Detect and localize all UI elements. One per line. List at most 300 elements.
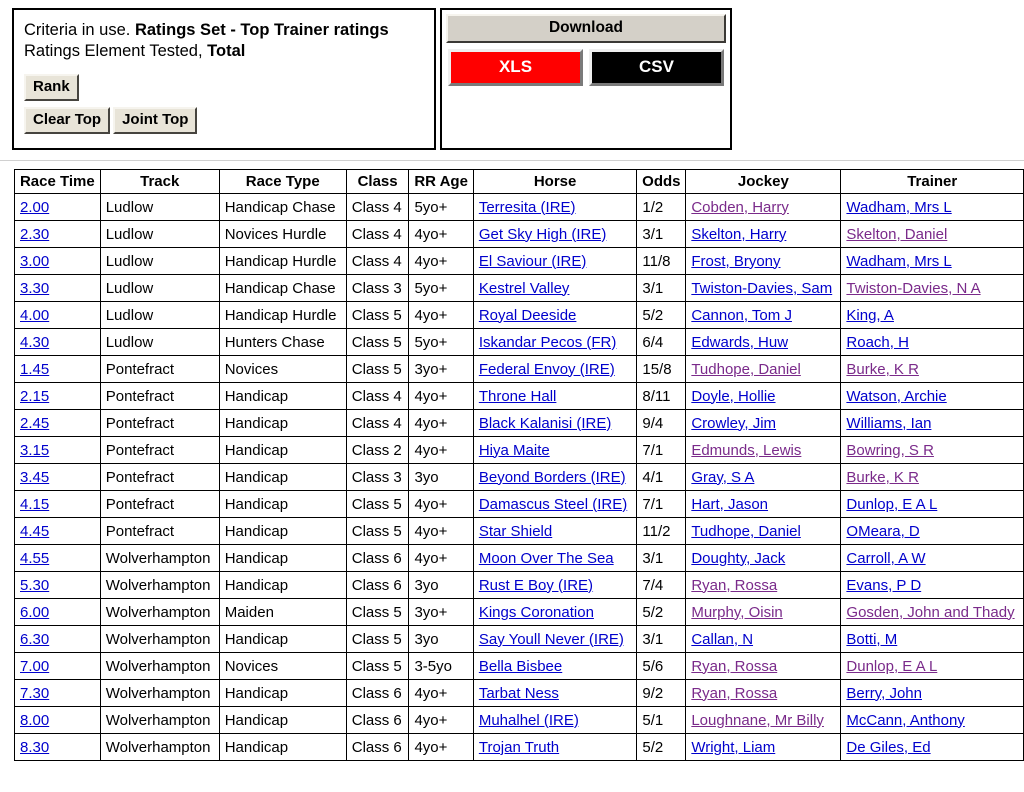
horse-link[interactable]: Kings Coronation bbox=[478, 603, 594, 621]
criteria-set-value: Ratings Set - Top Trainer ratings bbox=[134, 21, 389, 39]
trainer-link[interactable]: Skelton, Daniel bbox=[846, 225, 948, 243]
race-time-link[interactable]: 3.30 bbox=[20, 279, 50, 297]
race-time-cell bbox=[15, 383, 101, 410]
jockey-link[interactable]: Callan, N bbox=[691, 630, 754, 648]
jockey-cell bbox=[686, 599, 841, 626]
trainer-cell bbox=[841, 302, 1024, 329]
horse-cell bbox=[473, 653, 637, 680]
track-cell: Wolverhampton bbox=[100, 734, 219, 761]
jockey-cell bbox=[686, 680, 841, 707]
table-row bbox=[15, 707, 1024, 734]
trainer-cell bbox=[841, 356, 1024, 383]
odds-cell: 5/1 bbox=[637, 707, 686, 734]
table-row bbox=[15, 653, 1024, 680]
column-header-track: Track bbox=[100, 170, 219, 194]
race-type-cell: Handicap bbox=[219, 545, 346, 572]
criteria-element-prefix: Ratings Element Tested, bbox=[24, 42, 203, 61]
column-header-race-type: Race Type bbox=[219, 170, 346, 194]
rr-age-cell: 3-5yo bbox=[409, 653, 473, 680]
rr-age-cell: 4yo+ bbox=[409, 491, 473, 518]
race-time-cell bbox=[15, 518, 101, 545]
track-cell: Ludlow bbox=[100, 275, 219, 302]
horse-cell bbox=[473, 275, 637, 302]
class-cell: Class 4 bbox=[346, 410, 409, 437]
trainer-link[interactable]: King, A bbox=[846, 306, 894, 324]
table-row bbox=[15, 491, 1024, 518]
table-row bbox=[15, 383, 1024, 410]
horse-cell bbox=[473, 734, 637, 761]
race-time-cell bbox=[15, 410, 101, 437]
rr-age-cell: 4yo+ bbox=[409, 437, 473, 464]
class-cell: Class 2 bbox=[346, 437, 409, 464]
jockey-link[interactable]: Frost, Bryony bbox=[691, 252, 781, 270]
class-cell: Class 6 bbox=[346, 734, 409, 761]
odds-cell: 4/1 bbox=[637, 464, 686, 491]
jockey-link[interactable]: Loughnane, Mr Billy bbox=[691, 711, 824, 729]
table-row bbox=[15, 545, 1024, 572]
horse-link[interactable]: Royal Deeside bbox=[478, 306, 577, 324]
column-header-horse: Horse bbox=[473, 170, 637, 194]
rr-age-cell: 4yo+ bbox=[409, 383, 473, 410]
rank-button[interactable]: Rank bbox=[24, 74, 79, 101]
column-header-jockey: Jockey bbox=[686, 170, 841, 194]
horse-link[interactable]: Beyond Borders (IRE) bbox=[478, 468, 626, 486]
odds-cell: 1/2 bbox=[637, 194, 686, 221]
jockey-cell bbox=[686, 248, 841, 275]
race-time-link[interactable]: 4.30 bbox=[20, 333, 50, 351]
odds-cell: 6/4 bbox=[637, 329, 686, 356]
jockey-link[interactable]: Doughty, Jack bbox=[691, 549, 786, 567]
track-cell: Ludlow bbox=[100, 221, 219, 248]
joint-top-button[interactable]: Joint Top bbox=[113, 107, 197, 134]
horse-link[interactable]: Moon Over The Sea bbox=[478, 549, 614, 567]
horse-link[interactable]: Trojan Truth bbox=[478, 738, 560, 756]
column-header-trainer: Trainer bbox=[841, 170, 1024, 194]
jockey-cell bbox=[686, 491, 841, 518]
jockey-link[interactable]: Murphy, Oisin bbox=[691, 603, 783, 621]
horse-cell bbox=[473, 383, 637, 410]
rr-age-cell: 3yo+ bbox=[409, 356, 473, 383]
jockey-link[interactable]: Skelton, Harry bbox=[691, 225, 787, 243]
trainer-cell bbox=[841, 653, 1024, 680]
clear-top-button[interactable]: Clear Top bbox=[24, 107, 110, 134]
table-row bbox=[15, 599, 1024, 626]
odds-cell: 5/2 bbox=[637, 734, 686, 761]
trainer-cell bbox=[841, 275, 1024, 302]
horse-link[interactable]: Tarbat Ness bbox=[478, 684, 559, 702]
race-time-link[interactable]: 2.00 bbox=[20, 198, 50, 216]
race-time-link[interactable]: 2.45 bbox=[20, 414, 50, 432]
race-time-link[interactable]: 7.30 bbox=[20, 684, 50, 702]
horse-link[interactable]: Throne Hall bbox=[478, 387, 557, 405]
trainer-link[interactable]: Gosden, John and Thady bbox=[846, 603, 1015, 621]
race-type-cell: Novices Hurdle bbox=[219, 221, 346, 248]
jockey-link[interactable]: Hart, Jason bbox=[691, 495, 769, 513]
horse-cell bbox=[473, 491, 637, 518]
race-time-cell bbox=[15, 572, 101, 599]
race-time-link[interactable]: 3.45 bbox=[20, 468, 50, 486]
horse-link[interactable]: Kestrel Valley bbox=[478, 279, 570, 297]
race-type-cell: Handicap bbox=[219, 626, 346, 653]
trainer-link[interactable]: De Giles, Ed bbox=[846, 738, 931, 756]
horse-cell bbox=[473, 707, 637, 734]
trainer-link[interactable]: Dunlop, E A L bbox=[846, 495, 938, 513]
track-cell: Ludlow bbox=[100, 329, 219, 356]
odds-cell: 7/4 bbox=[637, 572, 686, 599]
jockey-cell bbox=[686, 518, 841, 545]
rr-age-cell: 4yo+ bbox=[409, 410, 473, 437]
horse-cell bbox=[473, 221, 637, 248]
horse-cell bbox=[473, 248, 637, 275]
horse-link[interactable]: Star Shield bbox=[478, 522, 553, 540]
trainer-link[interactable]: Botti, M bbox=[846, 630, 898, 648]
track-cell: Wolverhampton bbox=[100, 545, 219, 572]
trainer-link[interactable]: Berry, John bbox=[846, 684, 922, 702]
class-cell: Class 5 bbox=[346, 626, 409, 653]
race-time-cell bbox=[15, 329, 101, 356]
jockey-cell bbox=[686, 194, 841, 221]
rr-age-cell: 4yo+ bbox=[409, 707, 473, 734]
class-cell: Class 5 bbox=[346, 518, 409, 545]
table-row bbox=[15, 518, 1024, 545]
race-time-link[interactable]: 6.30 bbox=[20, 630, 50, 648]
download-csv-button[interactable]: CSV bbox=[589, 49, 724, 86]
trainer-link[interactable]: McCann, Anthony bbox=[846, 711, 965, 729]
trainer-cell bbox=[841, 194, 1024, 221]
trainer-link[interactable]: Wadham, Mrs L bbox=[846, 252, 952, 270]
class-cell: Class 3 bbox=[346, 464, 409, 491]
jockey-link[interactable]: Doyle, Hollie bbox=[691, 387, 776, 405]
column-header-odds: Odds bbox=[637, 170, 686, 194]
jockey-cell bbox=[686, 626, 841, 653]
horse-cell bbox=[473, 545, 637, 572]
class-cell: Class 5 bbox=[346, 653, 409, 680]
race-time-cell bbox=[15, 626, 101, 653]
horse-cell bbox=[473, 194, 637, 221]
race-time-link[interactable]: 6.00 bbox=[20, 603, 50, 621]
trainer-cell bbox=[841, 248, 1024, 275]
jockey-link[interactable]: Ryan, Rossa bbox=[691, 657, 778, 675]
jockey-link[interactable]: Wright, Liam bbox=[691, 738, 776, 756]
jockey-cell bbox=[686, 545, 841, 572]
odds-cell: 9/4 bbox=[637, 410, 686, 437]
class-cell: Class 5 bbox=[346, 356, 409, 383]
track-cell: Wolverhampton bbox=[100, 572, 219, 599]
horse-cell bbox=[473, 464, 637, 491]
horse-cell bbox=[473, 518, 637, 545]
table-row bbox=[15, 221, 1024, 248]
class-cell: Class 4 bbox=[346, 221, 409, 248]
horse-link[interactable]: Rust E Boy (IRE) bbox=[478, 576, 594, 594]
trainer-cell bbox=[841, 707, 1024, 734]
race-time-link[interactable]: 8.30 bbox=[20, 738, 50, 756]
trainer-cell bbox=[841, 383, 1024, 410]
trainer-cell bbox=[841, 680, 1024, 707]
track-cell: Pontefract bbox=[100, 410, 219, 437]
race-type-cell: Handicap bbox=[219, 680, 346, 707]
jockey-cell bbox=[686, 653, 841, 680]
track-cell: Ludlow bbox=[100, 194, 219, 221]
download-xls-button[interactable]: XLS bbox=[448, 49, 583, 86]
trainer-link[interactable]: Burke, K R bbox=[846, 468, 919, 486]
race-type-cell: Handicap Chase bbox=[219, 194, 346, 221]
class-cell: Class 5 bbox=[346, 491, 409, 518]
trainer-link[interactable]: Evans, P D bbox=[846, 576, 922, 594]
track-cell: Pontefract bbox=[100, 383, 219, 410]
trainer-cell bbox=[841, 518, 1024, 545]
horse-cell bbox=[473, 302, 637, 329]
race-time-cell bbox=[15, 194, 101, 221]
race-time-link[interactable]: 1.45 bbox=[20, 360, 50, 378]
horse-link[interactable]: Muhalhel (IRE) bbox=[478, 711, 579, 729]
table-row bbox=[15, 680, 1024, 707]
rr-age-cell: 4yo+ bbox=[409, 545, 473, 572]
track-cell: Pontefract bbox=[100, 464, 219, 491]
jockey-cell bbox=[686, 464, 841, 491]
jockey-cell bbox=[686, 275, 841, 302]
jockey-cell bbox=[686, 734, 841, 761]
class-cell: Class 5 bbox=[346, 302, 409, 329]
jockey-cell bbox=[686, 572, 841, 599]
results-table bbox=[14, 169, 1024, 761]
track-cell: Wolverhampton bbox=[100, 707, 219, 734]
class-cell: Class 6 bbox=[346, 572, 409, 599]
rr-age-cell: 5yo+ bbox=[409, 194, 473, 221]
race-time-cell bbox=[15, 734, 101, 761]
class-cell: Class 6 bbox=[346, 707, 409, 734]
rr-age-cell: 4yo+ bbox=[409, 680, 473, 707]
table-row bbox=[15, 302, 1024, 329]
results-table-container bbox=[0, 161, 1024, 761]
jockey-link[interactable]: Edwards, Huw bbox=[691, 333, 789, 351]
horse-link[interactable]: El Saviour (IRE) bbox=[478, 252, 587, 270]
trainer-cell bbox=[841, 464, 1024, 491]
race-type-cell: Handicap bbox=[219, 734, 346, 761]
odds-cell: 15/8 bbox=[637, 356, 686, 383]
trainer-cell bbox=[841, 545, 1024, 572]
horse-link[interactable]: Damascus Steel (IRE) bbox=[478, 495, 628, 513]
jockey-link[interactable]: Cobden, Harry bbox=[691, 198, 789, 216]
class-cell: Class 3 bbox=[346, 275, 409, 302]
race-type-cell: Handicap Chase bbox=[219, 275, 346, 302]
odds-cell: 3/1 bbox=[637, 275, 686, 302]
odds-cell: 11/2 bbox=[637, 518, 686, 545]
class-cell: Class 4 bbox=[346, 194, 409, 221]
race-type-cell: Handicap Hurdle bbox=[219, 302, 346, 329]
jockey-link[interactable]: Gray, S A bbox=[691, 468, 755, 486]
track-cell: Wolverhampton bbox=[100, 626, 219, 653]
trainer-link[interactable]: Burke, K R bbox=[846, 360, 919, 378]
race-type-cell: Novices bbox=[219, 356, 346, 383]
race-type-cell: Handicap bbox=[219, 410, 346, 437]
table-row bbox=[15, 734, 1024, 761]
race-time-link[interactable]: 4.00 bbox=[20, 306, 50, 324]
criteria-element-line bbox=[24, 41, 426, 62]
jockey-link[interactable]: Ryan, Rossa bbox=[691, 576, 778, 594]
race-time-link[interactable]: 4.45 bbox=[20, 522, 50, 540]
rr-age-cell: 4yo+ bbox=[409, 248, 473, 275]
odds-cell: 11/8 bbox=[637, 248, 686, 275]
race-type-cell: Handicap bbox=[219, 491, 346, 518]
track-cell: Ludlow bbox=[100, 248, 219, 275]
horse-cell bbox=[473, 626, 637, 653]
race-time-cell bbox=[15, 356, 101, 383]
race-type-cell: Handicap bbox=[219, 518, 346, 545]
trainer-link[interactable]: Carroll, A W bbox=[846, 549, 926, 567]
race-time-link[interactable]: 4.15 bbox=[20, 495, 50, 513]
trainer-link[interactable]: Dunlop, E A L bbox=[846, 657, 938, 675]
horse-link[interactable]: Get Sky High (IRE) bbox=[478, 225, 607, 243]
race-time-link[interactable]: 2.15 bbox=[20, 387, 50, 405]
race-time-cell bbox=[15, 275, 101, 302]
race-type-cell: Handicap bbox=[219, 383, 346, 410]
download-buttons bbox=[446, 49, 726, 86]
track-cell: Pontefract bbox=[100, 491, 219, 518]
jockey-link[interactable]: Tudhope, Daniel bbox=[691, 522, 801, 540]
race-time-link[interactable]: 2.30 bbox=[20, 225, 50, 243]
horse-cell bbox=[473, 437, 637, 464]
horse-link[interactable]: Federal Envoy (IRE) bbox=[478, 360, 615, 378]
column-header-race-time: Race Time bbox=[15, 170, 101, 194]
jockey-cell bbox=[686, 383, 841, 410]
trainer-link[interactable]: Wadham, Mrs L bbox=[846, 198, 952, 216]
horse-cell bbox=[473, 599, 637, 626]
rr-age-cell: 4yo+ bbox=[409, 734, 473, 761]
table-row bbox=[15, 626, 1024, 653]
trainer-link[interactable]: Roach, H bbox=[846, 333, 909, 351]
trainer-cell bbox=[841, 410, 1024, 437]
jockey-link[interactable]: Edmunds, Lewis bbox=[691, 441, 802, 459]
horse-link[interactable]: Hiya Maite bbox=[478, 441, 550, 459]
criteria-element-value: Total bbox=[207, 42, 246, 61]
rr-age-cell: 4yo+ bbox=[409, 302, 473, 329]
trainer-cell bbox=[841, 437, 1024, 464]
track-cell: Ludlow bbox=[100, 302, 219, 329]
table-row bbox=[15, 572, 1024, 599]
odds-cell: 3/1 bbox=[637, 545, 686, 572]
trainer-cell bbox=[841, 626, 1024, 653]
trainer-cell bbox=[841, 572, 1024, 599]
race-time-cell bbox=[15, 707, 101, 734]
horse-cell bbox=[473, 329, 637, 356]
trainer-link[interactable]: OMeara, D bbox=[846, 522, 920, 540]
trainer-cell bbox=[841, 491, 1024, 518]
race-type-cell: Maiden bbox=[219, 599, 346, 626]
track-cell: Pontefract bbox=[100, 518, 219, 545]
horse-link[interactable]: Bella Bisbee bbox=[478, 657, 563, 675]
odds-cell: 7/1 bbox=[637, 437, 686, 464]
table-row bbox=[15, 329, 1024, 356]
race-type-cell: Handicap bbox=[219, 707, 346, 734]
column-header-class: Class bbox=[346, 170, 409, 194]
rank-row bbox=[24, 74, 426, 101]
criteria-prefix: Criteria in use. bbox=[24, 21, 131, 39]
race-time-link[interactable]: 8.00 bbox=[20, 711, 50, 729]
race-time-link[interactable]: 3.00 bbox=[20, 252, 50, 270]
jockey-link[interactable]: Crowley, Jim bbox=[691, 414, 777, 432]
race-time-cell bbox=[15, 491, 101, 518]
horse-link[interactable]: Iskandar Pecos (FR) bbox=[478, 333, 617, 351]
trainer-link[interactable]: Bowring, S R bbox=[846, 441, 934, 459]
table-row bbox=[15, 356, 1024, 383]
race-time-cell bbox=[15, 653, 101, 680]
rr-age-cell: 3yo bbox=[409, 626, 473, 653]
top-buttons-row bbox=[24, 107, 426, 134]
table-row bbox=[15, 464, 1024, 491]
jockey-link[interactable]: Cannon, Tom J bbox=[691, 306, 792, 324]
odds-cell: 5/6 bbox=[637, 653, 686, 680]
trainer-link[interactable]: Williams, Ian bbox=[846, 414, 932, 432]
race-time-link[interactable]: 4.55 bbox=[20, 549, 50, 567]
horse-link[interactable]: Say Youll Never (IRE) bbox=[478, 630, 624, 648]
race-type-cell: Handicap bbox=[219, 437, 346, 464]
race-type-cell: Hunters Chase bbox=[219, 329, 346, 356]
trainer-link[interactable]: Twiston-Davies, N A bbox=[846, 279, 981, 297]
table-row bbox=[15, 437, 1024, 464]
horse-cell bbox=[473, 680, 637, 707]
trainer-cell bbox=[841, 221, 1024, 248]
table-row bbox=[15, 194, 1024, 221]
horse-cell bbox=[473, 572, 637, 599]
race-type-cell: Handicap Hurdle bbox=[219, 248, 346, 275]
table-row bbox=[15, 410, 1024, 437]
class-cell: Class 4 bbox=[346, 248, 409, 275]
race-time-cell bbox=[15, 437, 101, 464]
jockey-link[interactable]: Tudhope, Daniel bbox=[691, 360, 801, 378]
race-time-cell bbox=[15, 599, 101, 626]
jockey-cell bbox=[686, 410, 841, 437]
horse-link[interactable]: Black Kalanisi (IRE) bbox=[478, 414, 612, 432]
race-time-link[interactable]: 3.15 bbox=[20, 441, 50, 459]
race-time-cell bbox=[15, 248, 101, 275]
horse-cell bbox=[473, 410, 637, 437]
column-header-rr-age: RR Age bbox=[409, 170, 473, 194]
race-time-link[interactable]: 5.30 bbox=[20, 576, 50, 594]
race-time-cell bbox=[15, 464, 101, 491]
jockey-link[interactable]: Twiston-Davies, Sam bbox=[691, 279, 833, 297]
odds-cell: 3/1 bbox=[637, 221, 686, 248]
trainer-cell bbox=[841, 329, 1024, 356]
track-cell: Wolverhampton bbox=[100, 653, 219, 680]
class-cell: Class 6 bbox=[346, 545, 409, 572]
rr-age-cell: 3yo bbox=[409, 572, 473, 599]
download-panel bbox=[440, 8, 732, 150]
jockey-cell bbox=[686, 356, 841, 383]
top-panels bbox=[0, 0, 1024, 150]
race-time-link[interactable]: 7.00 bbox=[20, 657, 50, 675]
horse-cell bbox=[473, 356, 637, 383]
trainer-link[interactable]: Watson, Archie bbox=[846, 387, 947, 405]
rr-age-cell: 3yo+ bbox=[409, 599, 473, 626]
trainer-cell bbox=[841, 599, 1024, 626]
horse-link[interactable]: Terresita (IRE) bbox=[478, 198, 576, 216]
table-header-row bbox=[15, 170, 1024, 194]
track-cell: Pontefract bbox=[100, 437, 219, 464]
jockey-cell bbox=[686, 437, 841, 464]
class-cell: Class 5 bbox=[346, 329, 409, 356]
criteria-panel bbox=[12, 8, 436, 150]
race-type-cell: Novices bbox=[219, 653, 346, 680]
odds-cell: 7/1 bbox=[637, 491, 686, 518]
rr-age-cell: 4yo+ bbox=[409, 221, 473, 248]
odds-cell: 5/2 bbox=[637, 599, 686, 626]
race-time-cell bbox=[15, 545, 101, 572]
jockey-cell bbox=[686, 707, 841, 734]
odds-cell: 9/2 bbox=[637, 680, 686, 707]
jockey-link[interactable]: Ryan, Rossa bbox=[691, 684, 778, 702]
track-cell: Pontefract bbox=[100, 356, 219, 383]
jockey-cell bbox=[686, 221, 841, 248]
